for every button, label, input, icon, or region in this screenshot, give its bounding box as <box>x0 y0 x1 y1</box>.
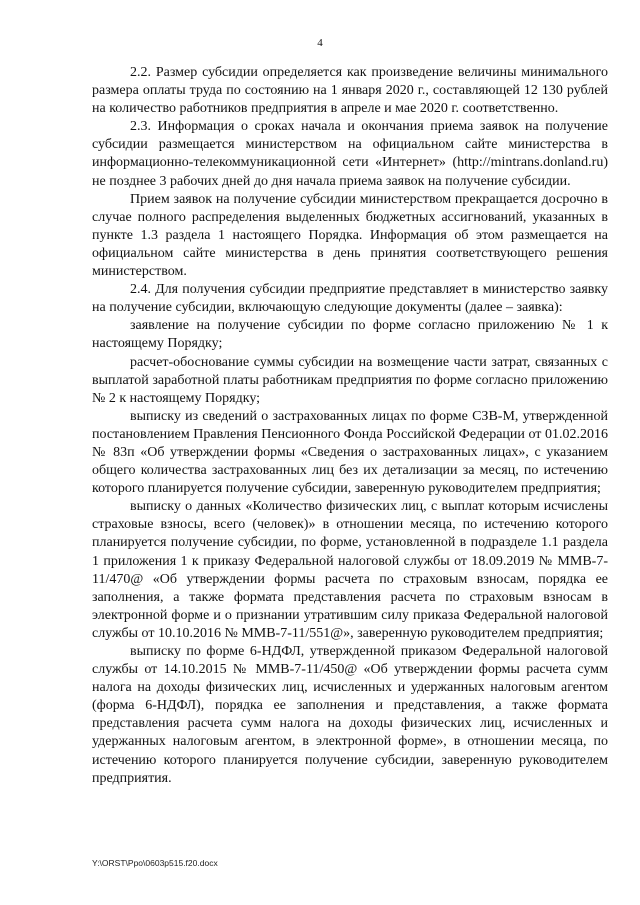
paragraph-acceptance-stop: Прием заявок на получение субсидии министерством прекращается досрочно в случае полного распределения выделенных бюджетных ассигнований, указанных в пункте 1.3 раздела 1 настоящего Порядка. Информация об этом размещается на официальном сайте министерства в день принятия соответствующего решения министерством. <box>92 191 608 280</box>
document-body <box>92 64 608 788</box>
paragraph-2-4: 2.4. Для получения субсидии предприятие представляет в министерство заявку на получение субсидии, включающую следующие документы (далее – заявка): <box>92 282 608 316</box>
list-item-application: заявление на получение субсидии по форме согласно приложению № 1 к настоящему Порядку; <box>92 318 608 352</box>
paragraph-2-3: 2.3. Информация о сроках начала и окончания приема заявок на получение субсидии размещается министерством на официальном сайте министерства в информационно-телекоммуникационной сети «Интернет» (http://mintrans.donland.ru) не позднее 3 рабочих дней до дня начала приема заявок на получение субсидии. <box>92 119 608 189</box>
paragraph-2-2: 2.2. Размер субсидии определяется как произведение величины минимального размера оплаты труда по состоянию на 1 января 2020 г., составляющей 12 130 рублей на количество работников предприятия в апреле и мае 2020 г. соответственно. <box>92 65 608 117</box>
footer-file-path: Y:\ORST\Ppo\0603p515.f20.docx <box>92 858 218 868</box>
list-item-calculation: расчет-обоснование суммы субсидии на возмещение части затрат, связанных с выплатой заработной платы работникам предприятия по форме согласно приложению № 2 к настоящему Порядку; <box>92 354 608 406</box>
list-item-6-ndfl-extract: выписку по форме 6-НДФЛ, утвержденной приказом Федеральной налоговой службы от 14.10.2015 № ММВ-7-11/450@ «Об утверждении формы расчета сумм налога на доходы физических лиц, исчисленных и удержанных налоговым агентом (форма 6-НДФЛ), порядка ее заполнения и представления, а также формата представления расчета сумм налога на доходы физических лиц, исчисленных и удержанных налоговым агентом, в электронной форме», в отношении месяца, по истечению которого планируется получение субсидии, заверенную руководителем предприятия. <box>92 644 608 786</box>
list-item-insurance-extract: выписку о данных «Количество физических лиц, с выплат которым исчислены страховые взносы, всего (человек)» в отношении месяца, по истечению которого планируется получение субсидии, по форме, установленной в подразделе 1.1 раздела 1 приложения 1 к приказу Федеральной налоговой службы от 18.09.2019 № ММВ-7-11/470@ «Об утверждении формы расчета по страховым взносам, порядка ее заполнения, а также формата представления расчета по страховым взносам в электронной форме и о признании утратившим силу приказа Федеральной налоговой службы от 10.10.2016 № ММВ-7-11/551@», заверенную руководителем предприятия; <box>92 499 608 641</box>
page-number: 4 <box>317 37 323 49</box>
list-item-szv-m-extract: выписку из сведений о застрахованных лицах по форме СЗВ-М, утвержденной постановлением Правления Пенсионного Фонда Российской Федерации от 01.02.2016 № 83п «Об утверждении формы «Сведения о застрахованных лицах», с указанием общего количества застрахованных лиц без их детализации за месяц, по истечению которого планируется получение субсидии, заверенную руководителем предприятия; <box>92 408 608 497</box>
